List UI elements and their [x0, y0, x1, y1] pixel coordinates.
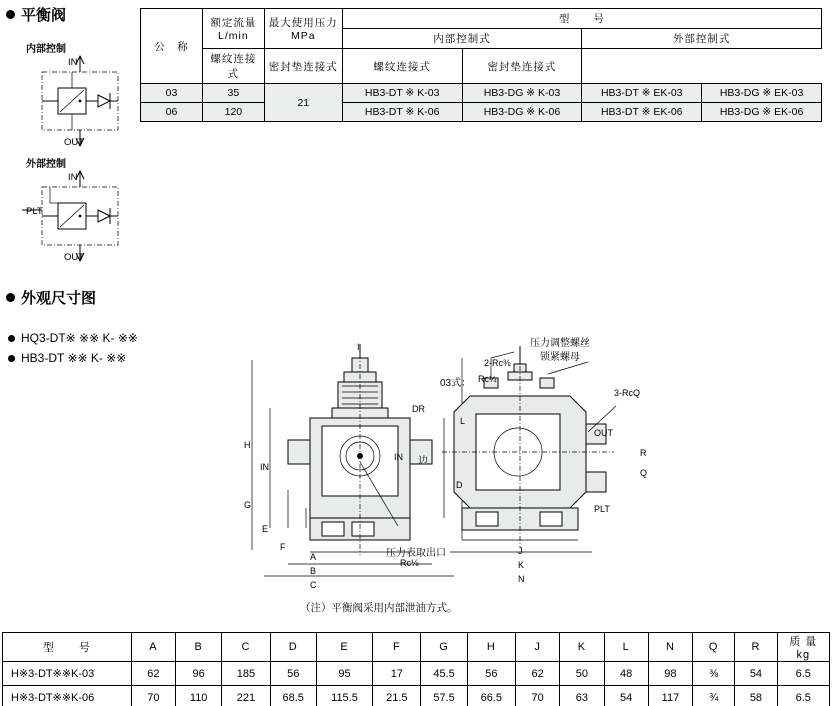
spec-header-max-pressure [264, 9, 342, 49]
dim-header-A: A [131, 633, 175, 662]
table-row [3, 686, 830, 706]
schematic-internal-diagram [20, 52, 140, 152]
drawing-label-R: R [640, 448, 647, 458]
spec-cell-external-thread: HB3-DT ※ EK-06 [582, 103, 702, 122]
spec-header-model: 型 号 [342, 9, 821, 29]
model-line-1 [8, 331, 138, 345]
dim-header-K: K [560, 633, 604, 662]
spec-header-external-gasket: 密封垫连接式 [462, 49, 582, 84]
drawing-label-H: H [244, 440, 251, 450]
dim-cell-N: 98 [648, 662, 692, 686]
dim-header-F: F [373, 633, 421, 662]
dim-cell-B: 110 [176, 686, 222, 706]
dim-cell-L: 48 [604, 662, 648, 686]
spec-cell-rated-flow: 35 [202, 84, 264, 103]
drawing-note: （注）平衡阀采用内部泄油方式。 [300, 602, 458, 614]
dim-cell-A: 70 [131, 686, 175, 706]
dim-header-mass [777, 633, 829, 662]
dim-header-H: H [467, 633, 515, 662]
spec-cell-external-thread: HB3-DT ※ EK-03 [582, 84, 702, 103]
bullet-icon [6, 293, 15, 302]
drawing-label-Q: Q [640, 468, 648, 478]
schematic-external-in-label: IN [68, 172, 78, 183]
drawing-label-E: E [262, 524, 269, 534]
drawing-label-J: J [518, 546, 523, 556]
dim-cell-mass: 6.5 [777, 686, 829, 706]
spec-cell-internal-thread: HB3-DT ※ K-03 [342, 84, 462, 103]
drawing-label-L: L [460, 416, 466, 426]
spec-header-external-thread: 螺纹连接式 [342, 49, 462, 84]
dim-cell-mass: 6.5 [777, 662, 829, 686]
dim-cell-H: 56 [467, 662, 515, 686]
schematic-external-plt-label: PLT [26, 206, 43, 217]
dim-cell-R: 54 [735, 662, 777, 686]
dim-cell-N: 117 [648, 686, 692, 706]
dim-cell-E: 115.5 [316, 686, 372, 706]
dim-header-B: B [176, 633, 222, 662]
bullet-icon [6, 10, 15, 19]
model-line-2-label: HB3-DT ※※ K- ※※ [21, 351, 127, 365]
dim-header-J: J [516, 633, 560, 662]
table-row [141, 103, 822, 122]
spec-cell-internal-gasket: HB3-DG ※ K-03 [462, 84, 582, 103]
dim-header-model: 型 号 [3, 633, 132, 662]
dim-header-Q: Q [693, 633, 735, 662]
drawing-label-dr: DR [412, 404, 425, 414]
drawing-label-i: I [357, 342, 360, 352]
bullet-icon [8, 355, 15, 362]
spec-header-max-pressure-unit: MPa [291, 30, 316, 42]
dim-header-R: R [735, 633, 777, 662]
spec-cell-nominal: 03 [141, 84, 203, 103]
drawing-label-lock-nut: 锁紧螺母 [540, 352, 580, 363]
drawing-label-out: OUT [594, 428, 613, 438]
schematic-internal-in-label: IN [68, 57, 78, 68]
dim-cell-B: 96 [176, 662, 222, 686]
spec-header-rated-flow [202, 9, 264, 49]
dim-cell-A: 62 [131, 662, 175, 686]
side-view-drawing [436, 340, 686, 590]
spec-cell-internal-gasket: HB3-DG ※ K-06 [462, 103, 582, 122]
dim-header-C: C [222, 633, 270, 662]
section-heading-balance-valve-label: 平衡阀 [21, 7, 67, 24]
dim-cell-Q: ¾ [693, 686, 735, 706]
table-header-row [3, 633, 830, 662]
schematic-external-title: 外部控制 [26, 159, 66, 170]
spec-cell-external-gasket: HB3-DG ※ EK-06 [702, 103, 822, 122]
spec-table [140, 8, 822, 122]
dim-header-mass-line1: 质 量 [789, 636, 818, 648]
dim-header-G: G [421, 633, 467, 662]
drawing-label-F: F [280, 542, 286, 552]
dim-cell-H: 66.5 [467, 686, 515, 706]
drawing-label-gauge-port-size: Rc⅛ [400, 558, 419, 568]
table-row [3, 662, 830, 686]
drawing-label-N: N [518, 574, 525, 584]
drawing-label-type-03: 03式： [440, 378, 472, 389]
spec-header-external-type: 外部控制式 [582, 29, 822, 49]
dim-cell-J: 62 [516, 662, 560, 686]
dim-header-L: L [604, 633, 648, 662]
schematic-internal-out-label: OUT [64, 137, 85, 148]
dim-header-E: E [316, 633, 372, 662]
dim-cell-D: 68.5 [270, 686, 316, 706]
drawing-label-D: D [456, 480, 463, 490]
spec-cell-nominal: 06 [141, 103, 203, 122]
dim-cell-K: 63 [560, 686, 604, 706]
dim-cell-C: 185 [222, 662, 270, 686]
dimension-table [2, 632, 830, 706]
dim-header-N: N [648, 633, 692, 662]
drawing-label-G: G [244, 500, 252, 510]
dim-cell-model: H※3-DT※※K-06 [3, 686, 132, 706]
spec-cell-rated-flow: 120 [202, 103, 264, 122]
spec-header-internal-type: 内部控制式 [342, 29, 582, 49]
dim-cell-C: 221 [222, 686, 270, 706]
drawing-label-B: B [310, 566, 317, 576]
drawing-label-plt: PLT [594, 504, 610, 514]
drawing-label-in-small: IN [394, 452, 403, 462]
spec-header-internal-gasket: 密封垫连接式 [264, 49, 342, 84]
dim-cell-K: 50 [560, 662, 604, 686]
drawing-label-pressure-adjust-screw: 压力调整螺丝 [530, 338, 590, 349]
spec-header-rated-flow-label: 额定流量 [210, 17, 257, 29]
drawing-label-rc-small: Rc¼ [478, 374, 497, 384]
spec-cell-external-gasket: HB3-DG ※ EK-03 [702, 84, 822, 103]
schematic-external-diagram [20, 167, 140, 267]
spec-cell-internal-thread: HB3-DT ※ K-06 [342, 103, 462, 122]
dim-cell-G: 57.5 [421, 686, 467, 706]
drawing-label-A: A [310, 552, 317, 562]
drawing-label-port-3rc: 3-RcQ [614, 388, 641, 398]
spec-header-internal-thread: 螺纹连接式 [202, 49, 264, 84]
dim-cell-G: 45.5 [421, 662, 467, 686]
section-heading-balance-valve [6, 4, 66, 25]
drawing-label-gauge-port: 压力表取出口 [386, 548, 446, 559]
table-row [141, 84, 822, 103]
dim-header-mass-line2: kg [796, 649, 811, 661]
dim-cell-model: H※3-DT※※K-03 [3, 662, 132, 686]
dim-cell-Q: ⅜ [693, 662, 735, 686]
spec-header-max-pressure-label: 最大使用压力 [268, 17, 338, 29]
dim-cell-E: 95 [316, 662, 372, 686]
dim-cell-J: 70 [516, 686, 560, 706]
section-heading-dimension [6, 287, 96, 308]
dim-cell-F: 21.5 [373, 686, 421, 706]
schematic-internal-title: 内部控制 [26, 44, 66, 55]
drawing-label-bian: 边 [418, 456, 428, 467]
model-line-2 [8, 351, 126, 365]
dim-cell-D: 56 [270, 662, 316, 686]
schematic-external-out-label: OUT [64, 252, 85, 263]
drawing-label-C: C [310, 580, 317, 590]
section-heading-dimension-label: 外观尺寸图 [21, 290, 97, 307]
dim-cell-F: 17 [373, 662, 421, 686]
spec-header-rated-flow-unit: L/min [218, 30, 249, 42]
spec-header-nominal: 公 称 [141, 9, 203, 84]
dim-header-D: D [270, 633, 316, 662]
drawing-label-in: IN [260, 462, 269, 472]
drawing-label-K: K [518, 560, 525, 570]
drawing-label-port-2rc: 2-Rc⅜ [484, 358, 511, 368]
spec-cell-max-pressure: 21 [264, 84, 342, 122]
dim-cell-R: 58 [735, 686, 777, 706]
dim-cell-L: 54 [604, 686, 648, 706]
model-line-1-label: HQ3-DT※ ※※ K- ※※ [21, 331, 138, 345]
bullet-icon [8, 335, 15, 342]
